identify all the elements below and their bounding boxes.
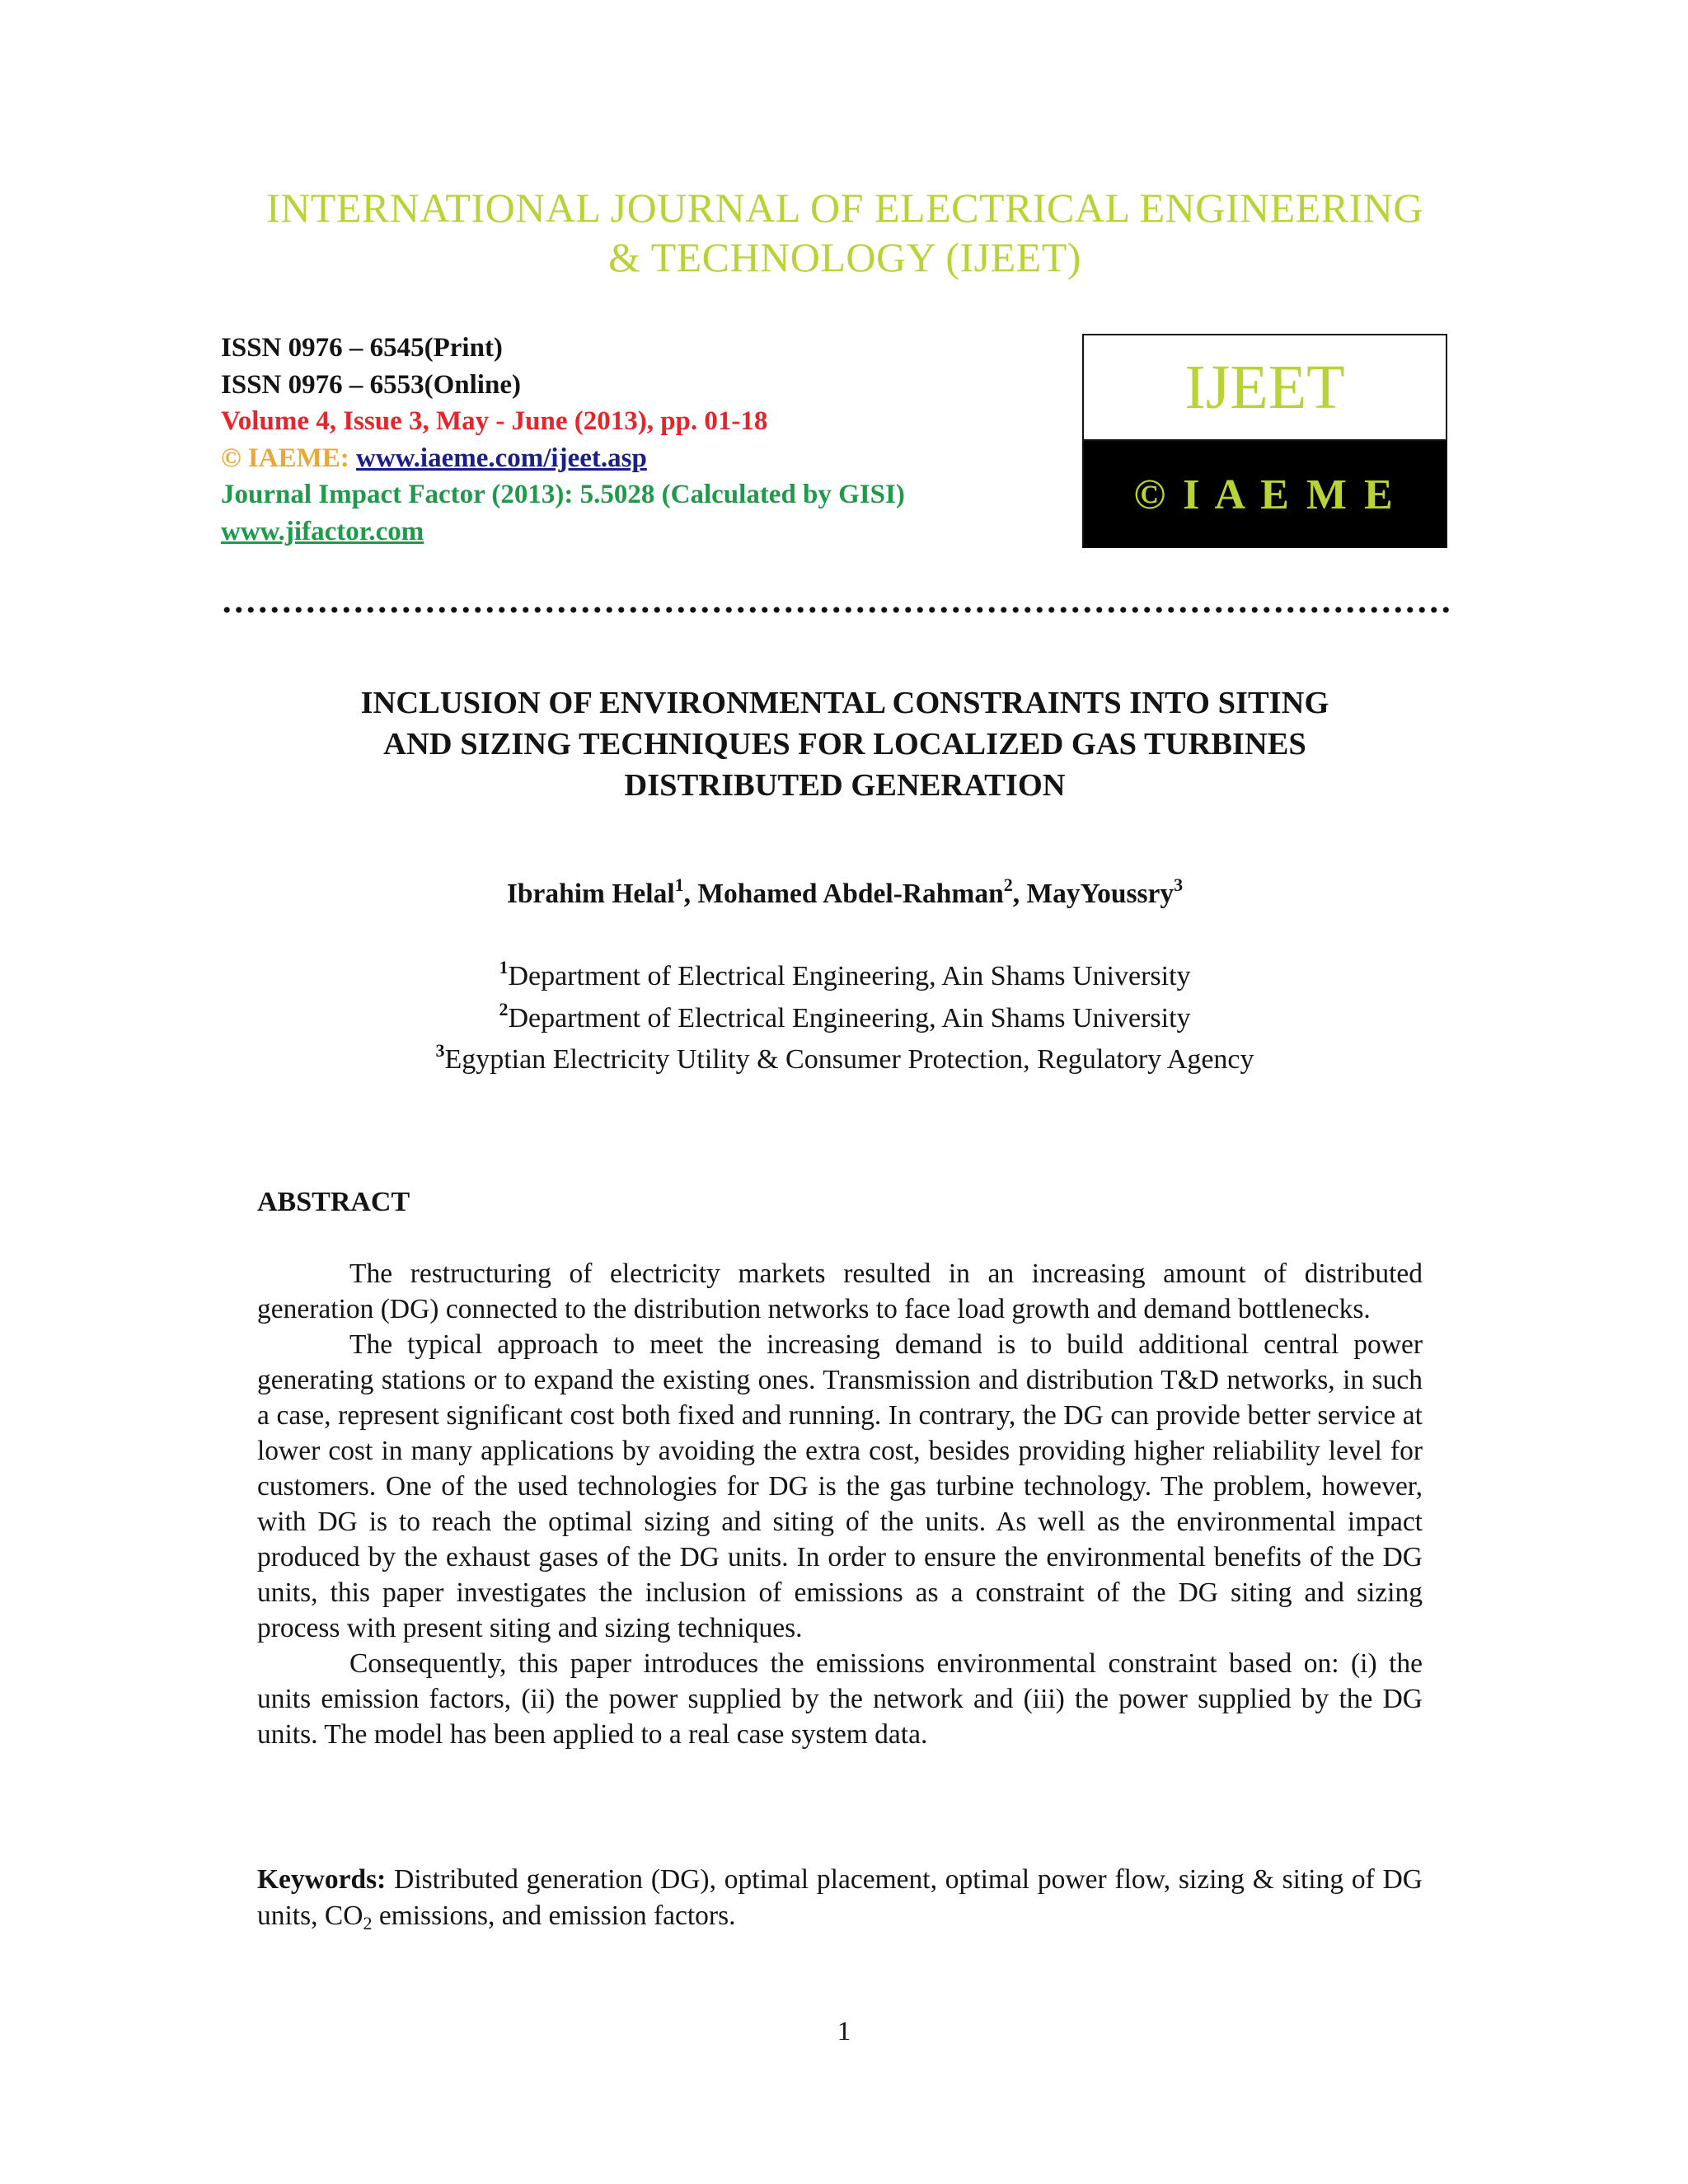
paper-title-line-1: INCLUSION OF ENVIRONMENTAL CONSTRAINTS INTO SITING bbox=[360, 686, 1329, 720]
affiliation-list bbox=[206, 956, 1484, 1081]
author-sup: 1 bbox=[674, 874, 684, 895]
affiliation-text: Department of Electrical Engineering, Ain Shams University bbox=[508, 961, 1191, 991]
affiliation-item bbox=[206, 1039, 1484, 1081]
volume-info: Volume 4, Issue 3, May - June (2013), pp. 01-18 bbox=[221, 406, 768, 436]
journal-logo bbox=[1082, 334, 1447, 548]
paper-title-line-2: AND SIZING TECHNIQUES FOR LOCALIZED GAS TURBINES bbox=[383, 727, 1306, 762]
paper-title-line-3: DISTRIBUTED GENERATION bbox=[624, 768, 1066, 803]
issn-online: ISSN 0976 – 6553(Online) bbox=[221, 369, 521, 400]
jif-url-link[interactable]: www.jifactor.com bbox=[221, 516, 424, 546]
author-sup: 3 bbox=[1174, 874, 1184, 895]
paper-title bbox=[206, 682, 1484, 806]
abstract-paragraph: The restructuring of electricity markets resulted in an increasing amount of distributed generation (DG) connected to the distribution networks to face load growth and demand bottlenecks. bbox=[257, 1258, 1423, 1324]
abstract-paragraph: The typical approach to meet the increasing demand is to build additional central power generating stations or to expand the existing ones. Transmission and distribution T&D networks, in such a case, represent significant cost both fixed and running. In contrary, the DG can provide better service at lower cost in many applications by avoiding the extra cost, besides providing higher reliability level for customers. One of the used technologies for DG is the gas turbine technology. The problem, however, with DG is to reach the optimal sizing and siting of the units. As well as the environmental impact produced by the exhaust gases of the DG units. In order to ensure the environmental benefits of the DG units, this paper investigates the inclusion of emissions as a constraint of the DG siting and sizing process with present siting and sizing techniques. bbox=[257, 1329, 1423, 1643]
author-sup: 2 bbox=[1003, 874, 1013, 895]
author-name: Ibrahim Helal bbox=[506, 879, 675, 909]
keywords-label: Keywords: bbox=[257, 1864, 387, 1895]
page-number: 1 bbox=[837, 2017, 851, 2046]
author-name: MayYoussry bbox=[1026, 879, 1175, 909]
impact-factor: Journal Impact Factor (2013): 5.5028 (Calculated by GISI) bbox=[221, 480, 905, 509]
journal-title-line-1: INTERNATIONAL JOURNAL OF ELECTRICAL ENGINEERING bbox=[266, 185, 1423, 231]
affiliation-sup: 1 bbox=[499, 957, 509, 977]
journal-url-link[interactable]: www.iaeme.com/ijeet.asp bbox=[356, 443, 647, 473]
copyright-line bbox=[221, 440, 905, 477]
keywords-section bbox=[257, 1862, 1423, 1934]
logo-top-text: IJEET bbox=[1084, 335, 1446, 441]
dotted-divider bbox=[221, 605, 1449, 615]
affiliation-text: Egyptian Electricity Utility & Consumer Protection, Regulatory Agency bbox=[444, 1044, 1254, 1075]
keywords-subscript: 2 bbox=[363, 1913, 373, 1933]
affiliation-item bbox=[206, 998, 1484, 1040]
journal-title bbox=[124, 183, 1566, 282]
author-sep: , bbox=[683, 879, 698, 909]
affiliation-sup: 3 bbox=[435, 1040, 445, 1061]
author-list bbox=[206, 874, 1484, 910]
issn-print: ISSN 0976 – 6545(Print) bbox=[221, 333, 503, 363]
journal-title-line-2: & TECHNOLOGY (IJEET) bbox=[608, 234, 1081, 280]
affiliation-item bbox=[206, 956, 1484, 998]
keywords-text-part-1: Distributed generation (DG), optimal placement, optimal power flow, sizing & siting of DG units, CO bbox=[257, 1864, 1423, 1931]
abstract-heading: ABSTRACT bbox=[257, 1187, 410, 1217]
author-name: Mohamed Abdel-Rahman bbox=[697, 879, 1004, 909]
journal-meta bbox=[221, 330, 905, 550]
author-sep: , bbox=[1012, 879, 1027, 909]
affiliation-sup: 2 bbox=[499, 998, 509, 1019]
abstract-paragraph: Consequently, this paper introduces the emissions environmental constraint based on: (i) the units emission factors, (ii) the power supplied by the network and (iii) the power supplied by the DG units. The model has been applied to a real case system data. bbox=[257, 1648, 1423, 1750]
abstract-body bbox=[257, 1256, 1423, 1752]
logo-bottom-text: © I A E M E bbox=[1084, 441, 1446, 548]
keywords-text-part-2: emissions, and emission factors. bbox=[372, 1900, 736, 1931]
affiliation-text: Department of Electrical Engineering, Ain Shams University bbox=[508, 1002, 1191, 1033]
copyright-prefix: © IAEME: bbox=[221, 443, 356, 473]
